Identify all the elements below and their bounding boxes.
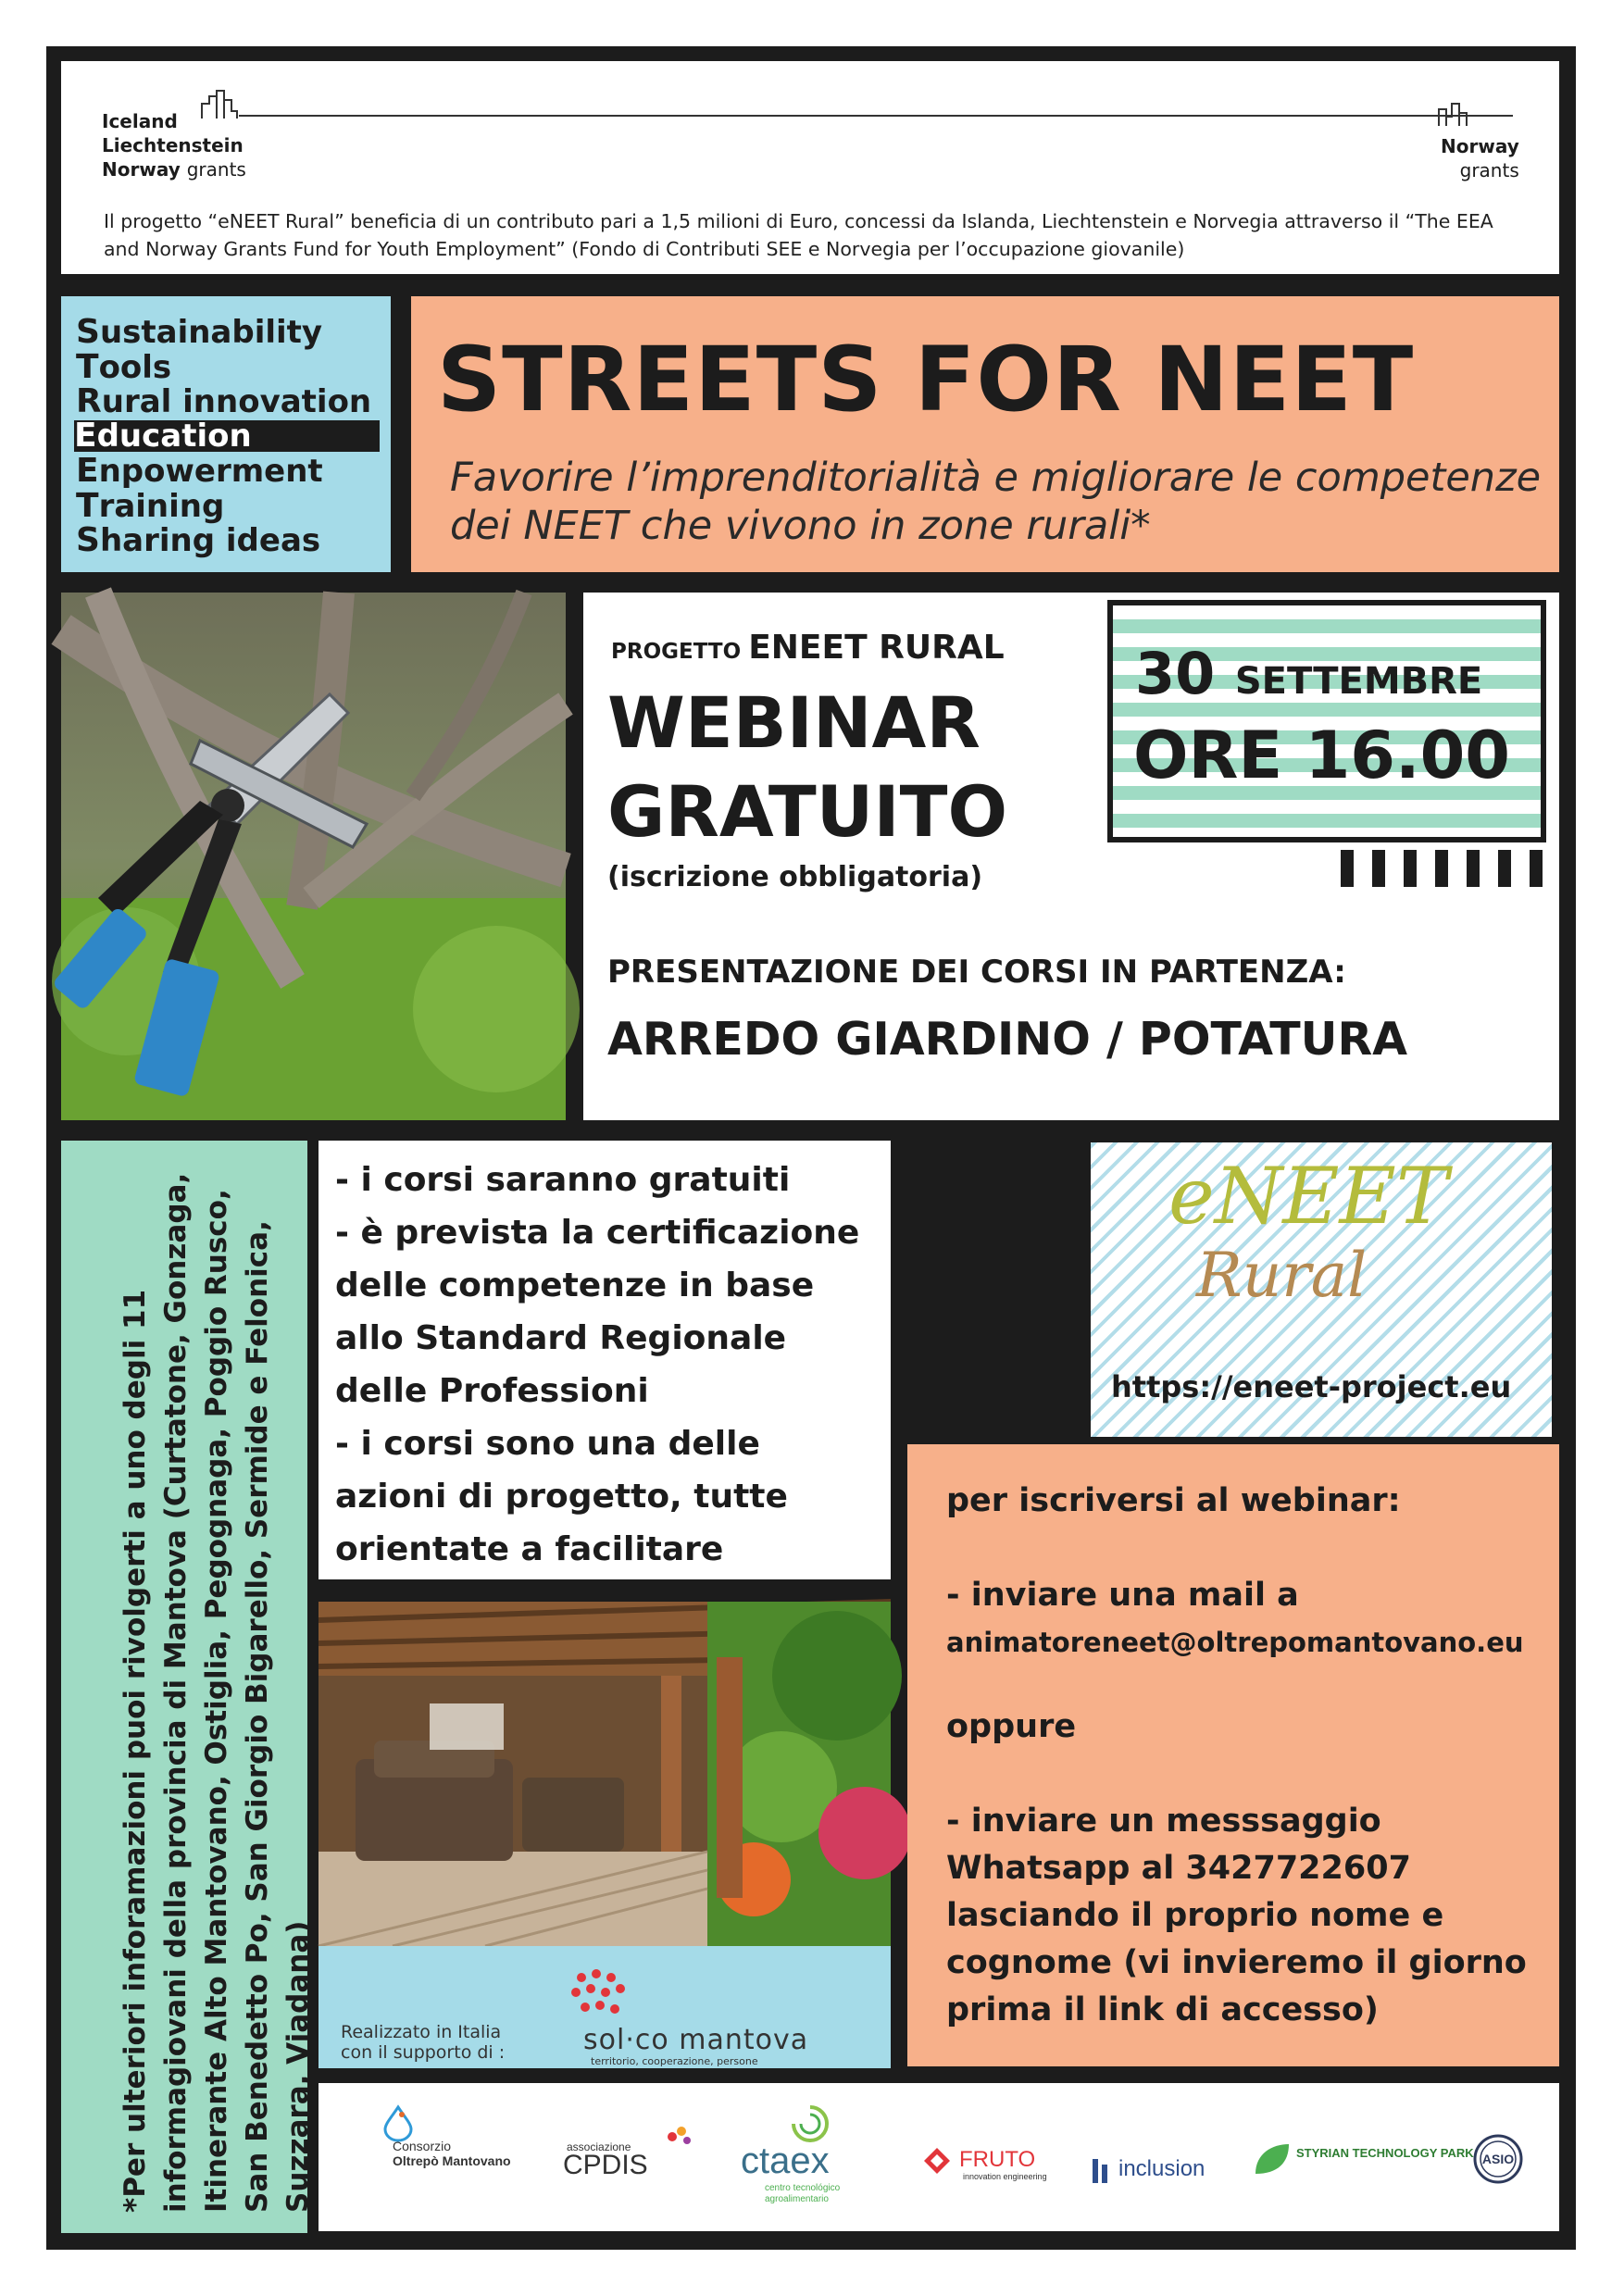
- inclusion-icon: [1091, 2155, 1113, 2185]
- acrostic-item: Training: [76, 487, 225, 525]
- event-time: ORE 16.00: [1133, 718, 1511, 793]
- signup-email-link[interactable]: animatoreneet@oltrepomantovano.eu: [946, 1627, 1524, 1658]
- list-item: - i corsi sono una delle azioni di progetto, tutte orientate a facilitare: [335, 1425, 788, 1568]
- partner-ctaex-sub: centro tecnológico agroalimentario: [765, 2183, 841, 2204]
- registration-note: (iscrizione obbligatoria): [607, 861, 983, 893]
- acrostic-item: Rural innovation: [76, 382, 372, 420]
- funder-right-name: Norway: [1441, 135, 1519, 157]
- project-url-link[interactable]: https://eneet-project.eu: [1111, 1369, 1512, 1404]
- funder-right-suffix: grants: [1459, 159, 1519, 181]
- partner-cpdis-small: associazione: [567, 2140, 631, 2153]
- list-item: - è prevista la certificazione delle competenze in base allo Standard Regionale delle Professioni: [335, 1214, 860, 1410]
- webinar-heading: WEBINAR GRATUITO: [607, 681, 1008, 853]
- acrostic-item: Sharing ideas: [76, 521, 321, 559]
- eneet-logo-line-2: Rural: [1196, 1240, 1368, 1311]
- signup-mail-line: - inviare una mail a: [946, 1577, 1299, 1614]
- funding-disclaimer: Il progetto “eNEET Rural” beneficia di un contributo pari a 1,5 milioni di Euro, concessi da Islanda, Liechtenstein e Norvegia attraverso il “The EEA and Norway Grants Fund for Youth Employment” (Fondo di Contributi SEE e Norvegia per l’occupazione giovanile): [104, 210, 1493, 260]
- funder-left-line-2: Liechtenstein: [102, 134, 244, 156]
- funder-left-line-3: Norway: [102, 158, 181, 181]
- courses-title: ARREDO GIARDINO / POTATURA: [607, 1013, 1408, 1066]
- partner-styrian: STYRIAN TECHNOLOGY PARK: [1296, 2146, 1474, 2160]
- acrostic-item: Enpowerment: [76, 452, 323, 490]
- info-sidebar: [61, 1141, 315, 2233]
- solco-dots-icon: [567, 1968, 641, 2024]
- signup-whatsapp: - inviare un messsaggio Whatsapp al 3427722607 lasciando il proprio nome e cognome (vi invieremo il giorno prima il link di accesso): [946, 1803, 1527, 2028]
- skyline-right-icon: [1437, 100, 1474, 128]
- consorzio-drop-icon: [380, 2103, 417, 2140]
- skyline-left-icon: [200, 89, 243, 120]
- signup-heading: per iscriversi al webinar:: [946, 1482, 1401, 1519]
- solco-tagline: territorio, cooperazione, persone: [591, 2055, 758, 2067]
- page-subtitle: Favorire l’imprenditorialità e migliorare le competenze dei NEET che vivono in zone rurali*: [450, 455, 1542, 549]
- garden-porch-photo: [319, 1602, 891, 1946]
- header-rule: [239, 115, 1513, 117]
- acrostic-item: Tools: [76, 348, 172, 386]
- acrostic-item-highlighted: Education: [74, 420, 380, 452]
- page-title: STREETS FOR NEET: [437, 328, 1415, 431]
- partner-asio: ASIO: [1481, 2152, 1515, 2166]
- acrostic-item: Sustainability: [76, 313, 323, 351]
- acrostic-panel: [61, 296, 391, 572]
- partner-ctaex: ctaex: [741, 2140, 830, 2181]
- event-date: 30 SETTEMBRE: [1135, 640, 1483, 707]
- eneet-logo-line-1: eNEET: [1168, 1151, 1448, 1242]
- solco-logo: sol·co mantova: [583, 2024, 809, 2056]
- list-item: - i corsi saranno gratuiti: [335, 1161, 791, 1199]
- partner-fruto: FRUTO: [959, 2147, 1036, 2172]
- courses-intro: PRESENTAZIONE DEI CORSI IN PARTENZA:: [607, 954, 1346, 991]
- funder-left-line-1: Iceland: [102, 110, 178, 132]
- project-label: PROGETTO ENEET RURAL: [611, 629, 1005, 667]
- decorative-comb: [1341, 850, 1552, 887]
- cpdis-splash-icon: [665, 2124, 693, 2146]
- partner-consorzio: Consorzio Oltrepò Mantovano: [393, 2139, 511, 2168]
- partner-cpdis: CPDIS: [563, 2150, 648, 2180]
- informagiovani-note: *Per ulteriori inforamazioni puoi rivolgerti a uno degli 11 informagiovani della provincia di Mantova (Curtatone, Gonzaga, Itinerante Alto Mantovano, Ostiglia, Pegognaga, Poggio Rusco, San Benedetto Po, San Giorgio Bigarello, Sermide e Felonica, Suzzara, Viadana): [119, 1172, 315, 2213]
- signup-instructions: [946, 1478, 1539, 2034]
- partner-fruto-sub: innovation engineering: [963, 2172, 1047, 2181]
- styrian-leaf-icon: [1252, 2140, 1293, 2177]
- support-note: Realizzato in Italia con il supporto di :: [341, 2022, 506, 2063]
- signup-or: oppure: [946, 1708, 1077, 1745]
- funder-left-suffix: grants: [186, 158, 246, 181]
- ctaex-globe-icon: [787, 2103, 833, 2140]
- funder-logo-right: [1441, 134, 1519, 182]
- fruto-diamond-icon: [922, 2146, 952, 2176]
- pruning-photo: [61, 593, 566, 1120]
- partner-inclusion: inclusion: [1118, 2156, 1206, 2181]
